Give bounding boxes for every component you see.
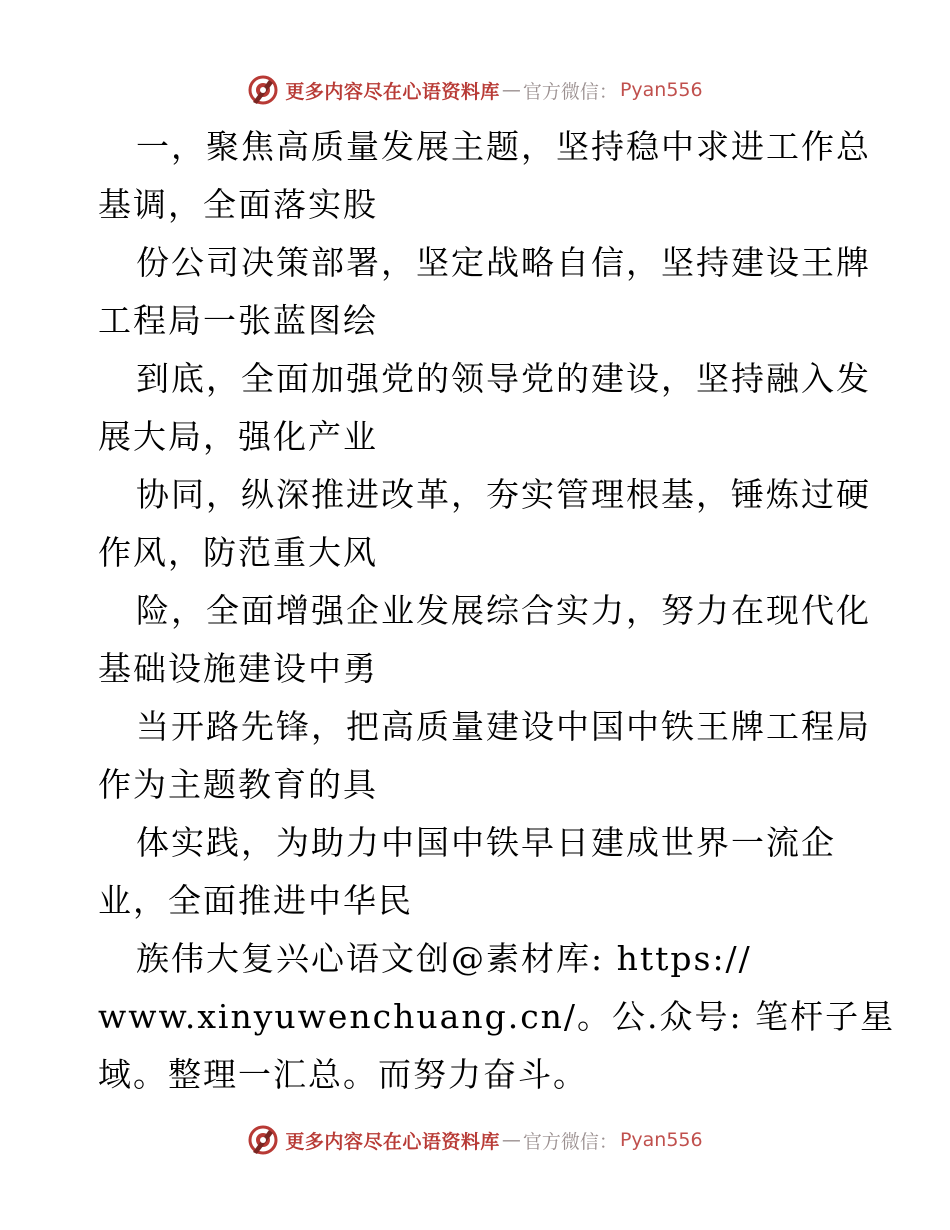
footer-banner [0, 1122, 950, 1158]
text-line: 险，全面增强企业发展综合实力，努力在现代化 [136, 591, 871, 630]
text-line: 作为主题教育的具 [98, 765, 378, 804]
wechat-label: 官方微信： [522, 80, 618, 103]
text-line: 当开路先锋，把高质量建设中国中铁王牌工程局 [136, 707, 871, 746]
header-banner [0, 72, 950, 108]
text-line: 份公司决策部署，坚定战略自信，坚持建设王牌 [136, 243, 871, 282]
banner-separator: — [501, 1129, 521, 1151]
text-line: 业，全面推进中华民 [98, 881, 413, 920]
text-line: 域。整理一汇总。而努力奋斗。 [98, 1055, 588, 1094]
text-line: 到底，全面加强党的领导党的建设，坚持融入发 [136, 359, 871, 398]
text-line: 工程局一张蓝图绘 [98, 301, 378, 340]
wechat-id: Pyan556 [619, 1129, 703, 1151]
text-line: www.xinyuwenchuang.cn/。公.众号: 笔杆子星 [98, 997, 896, 1036]
text-line: 基调，全面落实股 [98, 185, 378, 224]
banner-text: 更多内容尽在心语资料库 [285, 80, 500, 103]
text-line: 协同，纵深推进改革，夯实管理根基，锤炼过硬 [136, 475, 871, 514]
wechat-label: 官方微信： [522, 1130, 618, 1153]
banner-separator: — [501, 79, 521, 101]
quill-seal-icon [247, 1124, 279, 1156]
text-line: 族伟大复兴心语文创@素材库: https:// [136, 939, 752, 978]
text-line: 作风，防范重大风 [98, 533, 378, 572]
text-line: 一，聚焦高质量发展主题，坚持稳中求进工作总 [136, 127, 871, 166]
banner-text: 更多内容尽在心语资料库 [285, 1130, 500, 1153]
text-line: 展大局，强化产业 [98, 417, 378, 456]
quill-seal-icon [247, 74, 279, 106]
text-line: 基础设施建设中勇 [98, 649, 378, 688]
document-body [98, 118, 896, 1104]
wechat-id: Pyan556 [619, 79, 703, 101]
text-line: 体实践，为助力中国中铁早日建成世界一流企 [136, 823, 836, 862]
